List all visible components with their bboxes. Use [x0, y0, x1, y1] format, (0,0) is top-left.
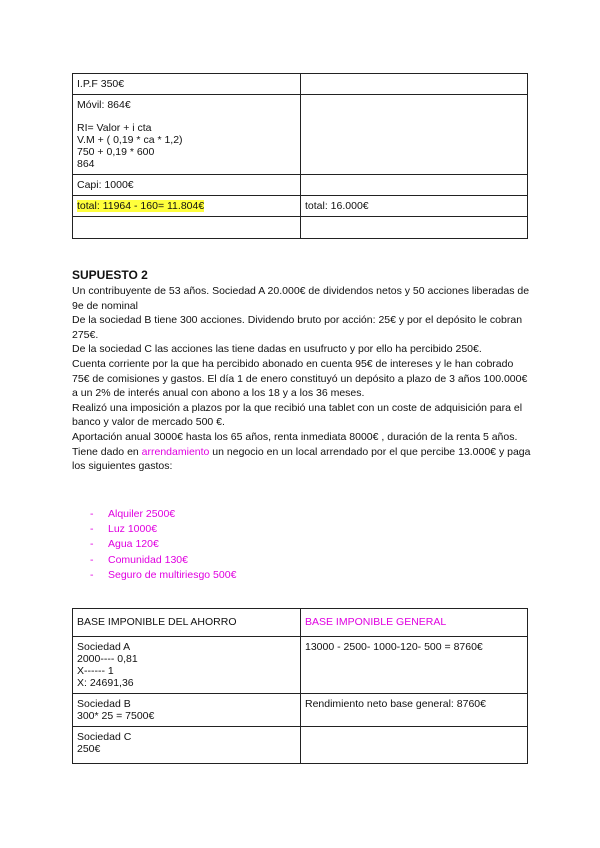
table-cell: Capi: 1000€: [73, 175, 301, 196]
table-cell: [73, 637, 301, 694]
table-cell: [73, 217, 301, 239]
table-row: [73, 637, 528, 694]
table-cell: [301, 217, 528, 239]
cell-line: 864: [77, 158, 95, 170]
paragraph: Realizó una imposición a plazos por la que recibió una tablet con un coste de adquisición para el banco y valor de mercado 500 €.: [72, 401, 523, 429]
highlighted-word: arrendamiento: [141, 445, 210, 458]
paragraph: Aportación anual 3000€ hasta los 65 años, renta inmediata 8000€ , duración de la renta 5 años.: [72, 430, 518, 443]
bullet-marker: -: [90, 568, 94, 581]
table-cell: [301, 727, 528, 764]
bullet-marker: -: [90, 508, 94, 520]
table-row: [73, 175, 528, 196]
cell-line: RI= Valor + i cta: [77, 122, 152, 134]
calculation-table: [72, 73, 528, 239]
cell-line: Sociedad B: [77, 698, 131, 710]
list-item-text: Agua 120€: [108, 538, 159, 551]
column-header: BASE IMPONIBLE DEL AHORRO: [73, 609, 301, 637]
cell-line: X: 24691,36: [77, 677, 134, 689]
highlighted-total: total: 11964 - 160= 11.804€: [77, 200, 205, 212]
list-item: [90, 568, 236, 583]
cell-line: 2000---- 0,81: [77, 653, 138, 665]
table-cell: 13000 - 2500- 1000-120- 500 = 8760€: [301, 637, 528, 694]
cell-line: X------ 1: [77, 665, 114, 677]
paragraph: [72, 445, 532, 474]
list-item-text: Alquiler 2500€: [108, 508, 176, 520]
list-item-text: Seguro de multiriesgo 500€: [108, 568, 237, 581]
cell-line: V.M + ( 0,19 * ca * 1,2): [77, 134, 183, 146]
list-item-text: Comunidad 130€: [108, 553, 188, 566]
table-cell: [73, 694, 301, 727]
table-cell: [73, 95, 301, 175]
table-cell: [73, 196, 301, 217]
list-item: [90, 507, 236, 522]
cell-line: Móvil: 864€: [77, 99, 131, 111]
paragraph: De la sociedad B tiene 300 acciones. Dividendo bruto por acción: 25€ y por el depósito le cobran 275€.: [72, 314, 523, 341]
table-cell: [301, 175, 528, 196]
section-title: SUPUESTO 2: [72, 268, 148, 282]
table-header-row: [73, 609, 528, 637]
expense-list: [90, 507, 236, 583]
paragraph: Cuenta corriente por la que ha percibido abonado en cuenta 95€ de intereses y le han cobrado 75€ de comisiones y gastos. El día 1 de enero constituyó un depósito a plazo de 3 años 100.000€ a un 2% de interés anual con abono a los 18 y a los 36 meses.: [72, 357, 528, 400]
table-cell: I.P.F 350€: [73, 74, 301, 95]
list-item-text: Luz 1000€: [108, 523, 158, 536]
problem-statement: [72, 268, 532, 474]
cell-line: 750 + 0,19 * 600: [77, 146, 155, 158]
list-item: [90, 522, 236, 537]
table-cell: [301, 95, 528, 175]
cell-line: Sociedad C: [77, 731, 132, 743]
table-row: [73, 196, 528, 217]
table-row: [73, 95, 528, 175]
list-item: [90, 553, 236, 568]
cell-line: 250€: [77, 743, 101, 755]
column-header: BASE IMPONIBLE GENERAL: [301, 609, 528, 637]
table-row: [73, 74, 528, 95]
tax-base-table: [72, 608, 528, 764]
cell-line: [77, 111, 296, 122]
bullet-marker: -: [90, 553, 94, 566]
paragraph: De la sociedad C las acciones las tiene dadas en usufructo y por ello ha percibido 250€.: [72, 343, 482, 356]
cell-line: Sociedad A: [77, 641, 131, 653]
table-cell: [301, 74, 528, 95]
cell-line: 300* 25 = 7500€: [77, 710, 155, 722]
bullet-marker: -: [90, 523, 94, 536]
list-item: [90, 537, 236, 552]
table-row: [73, 727, 528, 764]
table-row: [73, 217, 528, 239]
bullet-marker: -: [90, 538, 94, 551]
table-cell: [73, 727, 301, 764]
text-run: un negocio en un local arrendado por el que percibe 13.000€ y paga los siguientes gastos:: [72, 445, 531, 473]
table-row: [73, 694, 528, 727]
text-run: Tiene dado en: [72, 445, 142, 458]
paragraph: Un contribuyente de 53 años. Sociedad A 20.000€ de dividendos netos y 50 acciones liberadas de 9e de nominal: [72, 285, 530, 312]
table-cell: Rendimiento neto base general: 8760€: [301, 694, 528, 727]
table-cell: total: 16.000€: [301, 196, 528, 217]
